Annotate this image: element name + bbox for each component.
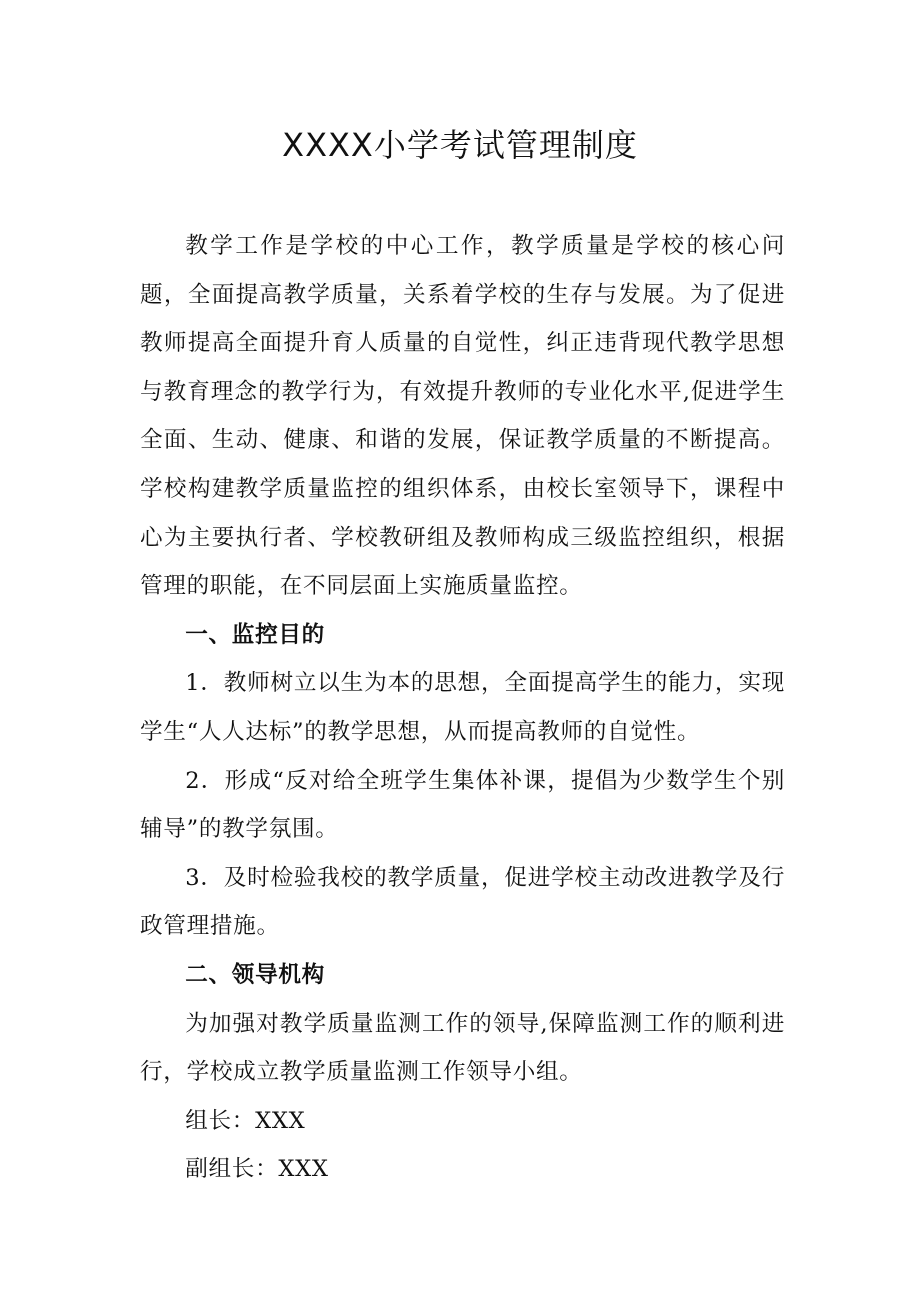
section-heading-leadership: 二、领导机构: [185, 961, 325, 988]
document-title: XXXX小学考试管理制度: [282, 126, 638, 164]
purpose-item-2: 2．形成“反对给全班学生集体补课，提倡为少数学生个别辅导”的教学氛围。: [140, 767, 785, 843]
document-body: [140, 222, 785, 1194]
purpose-item-1: 1．教师树立以生为本的思想，全面提高学生的能力，实现学生“人人达标”的教学思想，从而提高教师的自觉性。: [140, 670, 785, 745]
deputy-leader-line: 副组长：XXX: [185, 1156, 329, 1183]
intro-paragraph: 教学工作是学校的中心工作，教学质量是学校的核心问题，全面提高教学质量，关系着学校的生存与发展。为了促进教师提高全面提升育人质量的自觉性，纠正违背现代教学思想与教育理念的教学行为，有效提升教师的专业化水平,促进学生全面、生动、健康、和谐的发展，保证教学质量的不断提高。学校构建教学质量监控的组织体系，由校长室领导下，课程中心为主要执行者、学校教研组及教师构成三级监控组织，根据管理的职能，在不同层面上实施质量监控。: [140, 233, 785, 600]
section-heading-monitoring-purpose: 一、监控目的: [185, 621, 325, 648]
leadership-paragraph: 为加强对教学质量监测工作的领导,保障监测工作的顺利进行，学校成立教学质量监测工作领导小组。: [140, 1010, 785, 1086]
purpose-item-3: 3．及时检验我校的教学质量，促进学校主动改进教学及行政管理措施。: [140, 864, 785, 940]
leader-line: 组长：XXX: [185, 1107, 306, 1134]
